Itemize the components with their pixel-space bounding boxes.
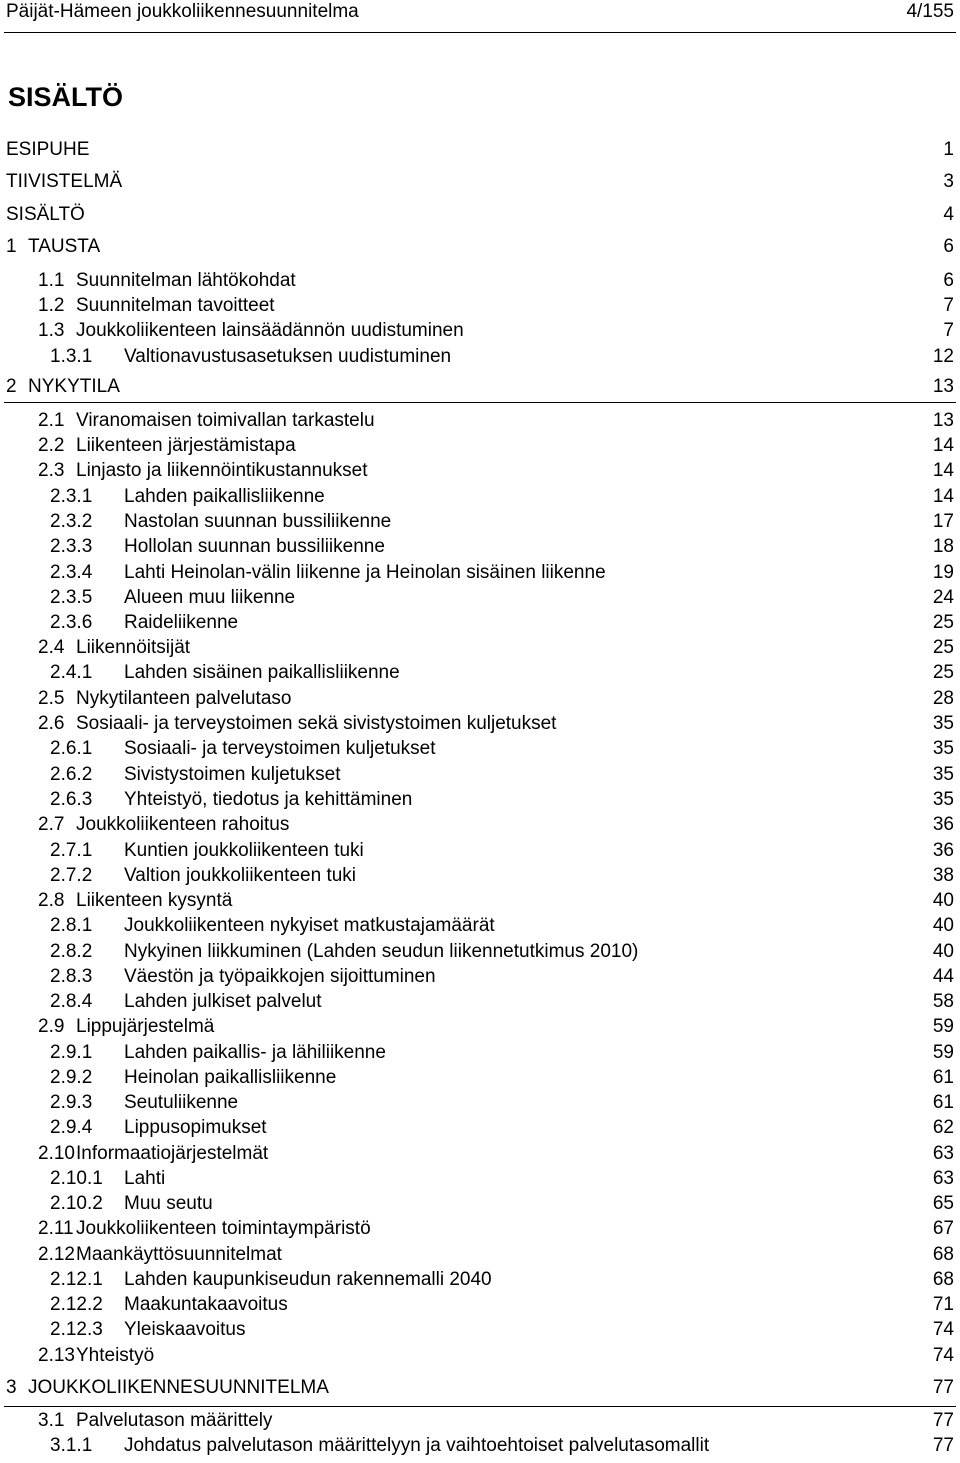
toc-entry[interactable] — [0, 1409, 960, 1433]
toc-entry-number: 1.1 — [38, 270, 65, 291]
toc-entry-title: Lippujärjestelmä — [76, 1016, 215, 1037]
toc-entry-title: Valtionavustusasetuksen uudistuminen — [124, 346, 452, 367]
toc-entry-page: 3 — [943, 171, 954, 192]
toc-entry-number: 2.3.3 — [50, 536, 93, 557]
toc-entry-title: Johdatus palvelutason määrittelyyn ja vaihtoehtoiset palvelutasomallit — [124, 1435, 710, 1456]
toc-entry-number: 2.8 — [38, 890, 65, 911]
chapter-divider — [4, 402, 956, 403]
toc-entry-title: Sosiaali- ja terveystoimen sekä sivistystoimen kuljetukset — [76, 713, 557, 734]
toc-entry-page: 13 — [932, 376, 954, 397]
toc-entry-page: 74 — [932, 1345, 954, 1366]
toc-entry-title: Sosiaali- ja terveystoimen kuljetukset — [124, 738, 436, 759]
toc-entry-title: Yhteistyö, tiedotus ja kehittäminen — [124, 789, 413, 810]
chapter-divider — [4, 1406, 956, 1407]
toc-entry-page: 68 — [932, 1244, 954, 1265]
toc-entry-title: Lahden paikallis- ja lähiliikenne — [124, 1042, 386, 1063]
toc-entry[interactable] — [0, 864, 960, 888]
toc-entry[interactable] — [0, 1434, 960, 1458]
toc-entry-number: 2.12.3 — [50, 1319, 103, 1340]
toc-entry-title: Linjasto ja liikennöintikustannukset — [76, 460, 368, 481]
toc-entry-title: Alueen muu liikenne — [124, 587, 296, 608]
toc-entry-title: Informaatiojärjestelmät — [76, 1143, 269, 1164]
document-title: Päijät-Hämeen joukkoliikennesuunnitelma — [6, 1, 359, 22]
toc-entry-number: 1.2 — [38, 295, 65, 316]
toc-entry[interactable] — [0, 1217, 960, 1241]
toc-entry-number: 2.5 — [38, 688, 65, 709]
toc-entry-number: 1 — [6, 236, 17, 257]
toc-entry[interactable] — [0, 1192, 960, 1216]
toc-entry-page: 67 — [932, 1218, 954, 1239]
toc-entry-number: 3 — [6, 1377, 17, 1398]
page-number: 4/155 — [906, 1, 954, 22]
toc-entry[interactable] — [0, 889, 960, 913]
toc-entry[interactable] — [0, 510, 960, 534]
toc-entry-number: 2.8.1 — [50, 915, 93, 936]
toc-entry-title: Liikennöitsijät — [76, 637, 191, 658]
toc-entry[interactable] — [0, 235, 960, 259]
toc-entry-page: 61 — [932, 1092, 954, 1113]
toc-entry-title: Sivistystoimen kuljetukset — [124, 764, 341, 785]
toc-entry-page: 35 — [932, 789, 954, 810]
toc-entry[interactable] — [0, 485, 960, 509]
toc-entry[interactable] — [0, 1268, 960, 1292]
toc-entry-number: 2.10.2 — [50, 1193, 103, 1214]
toc-entry-title: Nykyinen liikkuminen (Lahden seudun liikennetutkimus 2010) — [124, 941, 639, 962]
toc-entry[interactable] — [0, 375, 960, 399]
toc-entry[interactable] — [0, 611, 960, 635]
toc-entry-title: Joukkoliikenteen lainsäädännön uudistuminen — [76, 320, 464, 341]
toc-entry[interactable] — [0, 1243, 960, 1267]
toc-entry[interactable] — [0, 294, 960, 318]
toc-entry-page: 63 — [932, 1143, 954, 1164]
toc-heading: SISÄLTÖ — [8, 82, 124, 112]
toc-entry-number: 2.12 — [38, 1244, 75, 1265]
toc-entry-title: Suunnitelman tavoitteet — [76, 295, 275, 316]
toc-entry-number: 2.3.1 — [50, 486, 93, 507]
toc-entry-page: 38 — [932, 865, 954, 886]
toc-entry-page: 36 — [932, 840, 954, 861]
toc-entry-page: 62 — [932, 1117, 954, 1138]
toc-entry-number: 2.7.2 — [50, 865, 93, 886]
toc-entry[interactable] — [0, 813, 960, 837]
toc-entry-page: 28 — [932, 688, 954, 709]
toc-entry-title: Hollolan suunnan bussiliikenne — [124, 536, 385, 557]
toc-entry-page: 77 — [932, 1410, 954, 1431]
toc-entry-number: 2.9.3 — [50, 1092, 93, 1113]
toc-entry[interactable] — [0, 737, 960, 761]
toc-entry-page: 6 — [943, 236, 954, 257]
toc-entry-page: 74 — [932, 1319, 954, 1340]
toc-entry[interactable] — [0, 586, 960, 610]
toc-entry-title: Lahti Heinolan-välin liikenne ja Heinolan sisäinen liikenne — [124, 562, 606, 583]
toc-entry[interactable] — [0, 914, 960, 938]
toc-entry-number: 3.1 — [38, 1410, 65, 1431]
toc-entry-number: 2.6 — [38, 713, 65, 734]
toc-entry-title: ESIPUHE — [6, 139, 90, 160]
toc-entry-title: Raideliikenne — [124, 612, 239, 633]
toc-entry-page: 4 — [943, 204, 954, 225]
toc-entry-number: 2.9.2 — [50, 1067, 93, 1088]
toc-entry-page: 35 — [932, 764, 954, 785]
toc-entry-page: 35 — [932, 738, 954, 759]
toc-entry-title: Lahden sisäinen paikallisliikenne — [124, 662, 400, 683]
toc-entry-page: 65 — [932, 1193, 954, 1214]
toc-entry-title: Liikenteen kysyntä — [76, 890, 233, 911]
toc-entry-title: Lippusopimukset — [124, 1117, 267, 1138]
toc-entry-title: Lahden kaupunkiseudun rakennemalli 2040 — [124, 1269, 492, 1290]
toc-entry-number: 2.7.1 — [50, 840, 93, 861]
toc-entry-number: 2.8.4 — [50, 991, 93, 1012]
toc-entry-number: 2.3.6 — [50, 612, 93, 633]
toc-entry[interactable] — [0, 1344, 960, 1368]
toc-entry-number: 2.3.4 — [50, 562, 93, 583]
toc-entry-page: 68 — [932, 1269, 954, 1290]
toc-entry-title: Yleiskaavoitus — [124, 1319, 246, 1340]
toc-entry-page: 40 — [932, 915, 954, 936]
toc-entry-number: 2.6.1 — [50, 738, 93, 759]
toc-entry-number: 2.13 — [38, 1345, 75, 1366]
toc-entry-page: 24 — [932, 587, 954, 608]
toc-entry[interactable] — [0, 1293, 960, 1317]
toc-entry[interactable] — [0, 170, 960, 194]
toc-entry[interactable] — [0, 1376, 960, 1400]
toc-entry-page: 18 — [932, 536, 954, 557]
toc-entry[interactable] — [0, 203, 960, 227]
toc-entry-page: 40 — [932, 941, 954, 962]
toc-entry-number: 2.12.1 — [50, 1269, 103, 1290]
toc-entry-title: Viranomaisen toimivallan tarkastelu — [76, 410, 375, 431]
toc-entry-number: 2.3 — [38, 460, 65, 481]
toc-entry-page: 13 — [932, 410, 954, 431]
toc-entry-number: 2 — [6, 376, 17, 397]
toc-entry[interactable] — [0, 1041, 960, 1065]
toc-entry-number: 2.7 — [38, 814, 65, 835]
toc-entry[interactable] — [0, 535, 960, 559]
toc-entry-number: 2.3.2 — [50, 511, 93, 532]
toc-entry-page: 36 — [932, 814, 954, 835]
toc-entry-title: Suunnitelman lähtökohdat — [76, 270, 296, 291]
toc-entry[interactable] — [0, 1116, 960, 1140]
toc-entry[interactable] — [0, 1167, 960, 1191]
toc-entry-page: 71 — [932, 1294, 954, 1315]
toc-entry[interactable] — [0, 1318, 960, 1342]
toc-entry-title: TIIVISTELMÄ — [6, 171, 123, 192]
toc-entry-title: Lahden julkiset palvelut — [124, 991, 322, 1012]
toc-entry-number: 2.9.4 — [50, 1117, 93, 1138]
toc-entry-page: 25 — [932, 612, 954, 633]
toc-entry-number: 2.8.3 — [50, 966, 93, 987]
toc-entry[interactable] — [0, 965, 960, 989]
toc-entry-page: 40 — [932, 890, 954, 911]
toc-entry-page: 14 — [932, 435, 954, 456]
toc-entry-page: 6 — [943, 270, 954, 291]
toc-entry-title: Nykytilanteen palvelutaso — [76, 688, 292, 709]
toc-entry-title: Maakuntakaavoitus — [124, 1294, 288, 1315]
toc-entry-page: 35 — [932, 713, 954, 734]
toc-entry-title: Yhteistyö — [76, 1345, 155, 1366]
toc-entry-title: Nastolan suunnan bussiliikenne — [124, 511, 392, 532]
toc-entry-number: 2.4.1 — [50, 662, 93, 683]
toc-entry[interactable] — [0, 434, 960, 458]
toc-entry-title: Muu seutu — [124, 1193, 213, 1214]
toc-entry-number: 2.10 — [38, 1143, 75, 1164]
toc-entry-title: Joukkoliikenteen nykyiset matkustajamäärät — [124, 915, 495, 936]
toc-entry-number: 3.1.1 — [50, 1435, 93, 1456]
toc-entry-title: Seutuliikenne — [124, 1092, 239, 1113]
toc-entry-number: 1.3.1 — [50, 346, 93, 367]
toc-entry-number: 2.1 — [38, 410, 65, 431]
toc-entry-number: 2.8.2 — [50, 941, 93, 962]
toc-entry[interactable] — [0, 636, 960, 660]
toc-entry-page: 25 — [932, 662, 954, 683]
toc-entry-number: 2.6.2 — [50, 764, 93, 785]
toc-entry-title: Kuntien joukkoliikenteen tuki — [124, 840, 364, 861]
toc-entry-page: 59 — [932, 1042, 954, 1063]
toc-entry-page: 44 — [932, 966, 954, 987]
toc-entry-page: 7 — [943, 320, 954, 341]
toc-entry-number: 2.6.3 — [50, 789, 93, 810]
toc-entry-page: 17 — [932, 511, 954, 532]
toc-entry[interactable] — [0, 345, 960, 369]
toc-entry-title: Lahden paikallisliikenne — [124, 486, 325, 507]
toc-entry[interactable] — [0, 409, 960, 433]
toc-entry-page: 77 — [932, 1377, 954, 1398]
toc-entry-number: 2.2 — [38, 435, 65, 456]
toc-entry[interactable] — [0, 990, 960, 1014]
toc-entry-number: 2.3.5 — [50, 587, 93, 608]
toc-entry-title: JOUKKOLIIKENNESUUNNITELMA — [28, 1377, 329, 1398]
toc-entry[interactable] — [0, 1015, 960, 1039]
toc-entry[interactable] — [0, 661, 960, 685]
toc-entry[interactable] — [0, 788, 960, 812]
toc-entry-page: 77 — [932, 1435, 954, 1456]
toc-entry-number: 1.3 — [38, 320, 65, 341]
toc-entry[interactable] — [0, 1066, 960, 1090]
toc-entry-number: 2.10.1 — [50, 1168, 103, 1189]
toc-entry[interactable] — [0, 319, 960, 343]
toc-entry[interactable] — [0, 940, 960, 964]
toc-entry-title: Liikenteen järjestämistapa — [76, 435, 296, 456]
toc-entry-number: 2.9.1 — [50, 1042, 93, 1063]
toc-entry-title: Lahti — [124, 1168, 166, 1189]
toc-entry[interactable] — [0, 561, 960, 585]
toc-entry-page: 7 — [943, 295, 954, 316]
toc-entry-title: TAUSTA — [28, 236, 101, 257]
toc-entry-title: Väestön ja työpaikkojen sijoittuminen — [124, 966, 436, 987]
toc-entry[interactable] — [0, 138, 960, 162]
toc-entry[interactable] — [0, 763, 960, 787]
toc-entry-page: 12 — [932, 346, 954, 367]
toc-entry[interactable] — [0, 1142, 960, 1166]
toc-entry-page: 59 — [932, 1016, 954, 1037]
toc-entry-title: Heinolan paikallisliikenne — [124, 1067, 337, 1088]
toc-entry-title: Joukkoliikenteen toimintaympäristö — [76, 1218, 371, 1239]
toc-entry-title: Valtion joukkoliikenteen tuki — [124, 865, 357, 886]
toc-entry-number: 2.9 — [38, 1016, 65, 1037]
toc-entry[interactable] — [0, 459, 960, 483]
toc-entry[interactable] — [0, 1091, 960, 1115]
toc-entry-number: 2.11 — [38, 1218, 74, 1239]
toc-entry-number: 2.12.2 — [50, 1294, 103, 1315]
toc-entry[interactable] — [0, 712, 960, 736]
toc-entry-page: 61 — [932, 1067, 954, 1088]
toc-entry-page: 1 — [943, 139, 954, 160]
toc-entry-title: Palvelutason määrittely — [76, 1410, 273, 1431]
toc-entry-page: 25 — [932, 637, 954, 658]
toc-entry-title: NYKYTILA — [28, 376, 120, 397]
toc-entry[interactable] — [0, 269, 960, 293]
toc-entry-page: 58 — [932, 991, 954, 1012]
toc-entry-page: 63 — [932, 1168, 954, 1189]
toc-entry-number: 2.4 — [38, 637, 65, 658]
toc-entry-title: SISÄLTÖ — [6, 204, 85, 225]
toc-entry-page: 14 — [932, 460, 954, 481]
toc-entry-page: 19 — [932, 562, 954, 583]
toc-entry-title: Joukkoliikenteen rahoitus — [76, 814, 290, 835]
toc-entry[interactable] — [0, 839, 960, 863]
toc-entry[interactable] — [0, 687, 960, 711]
toc-entry-title: Maankäyttösuunnitelmat — [76, 1244, 282, 1265]
toc-entry-page: 14 — [932, 486, 954, 507]
